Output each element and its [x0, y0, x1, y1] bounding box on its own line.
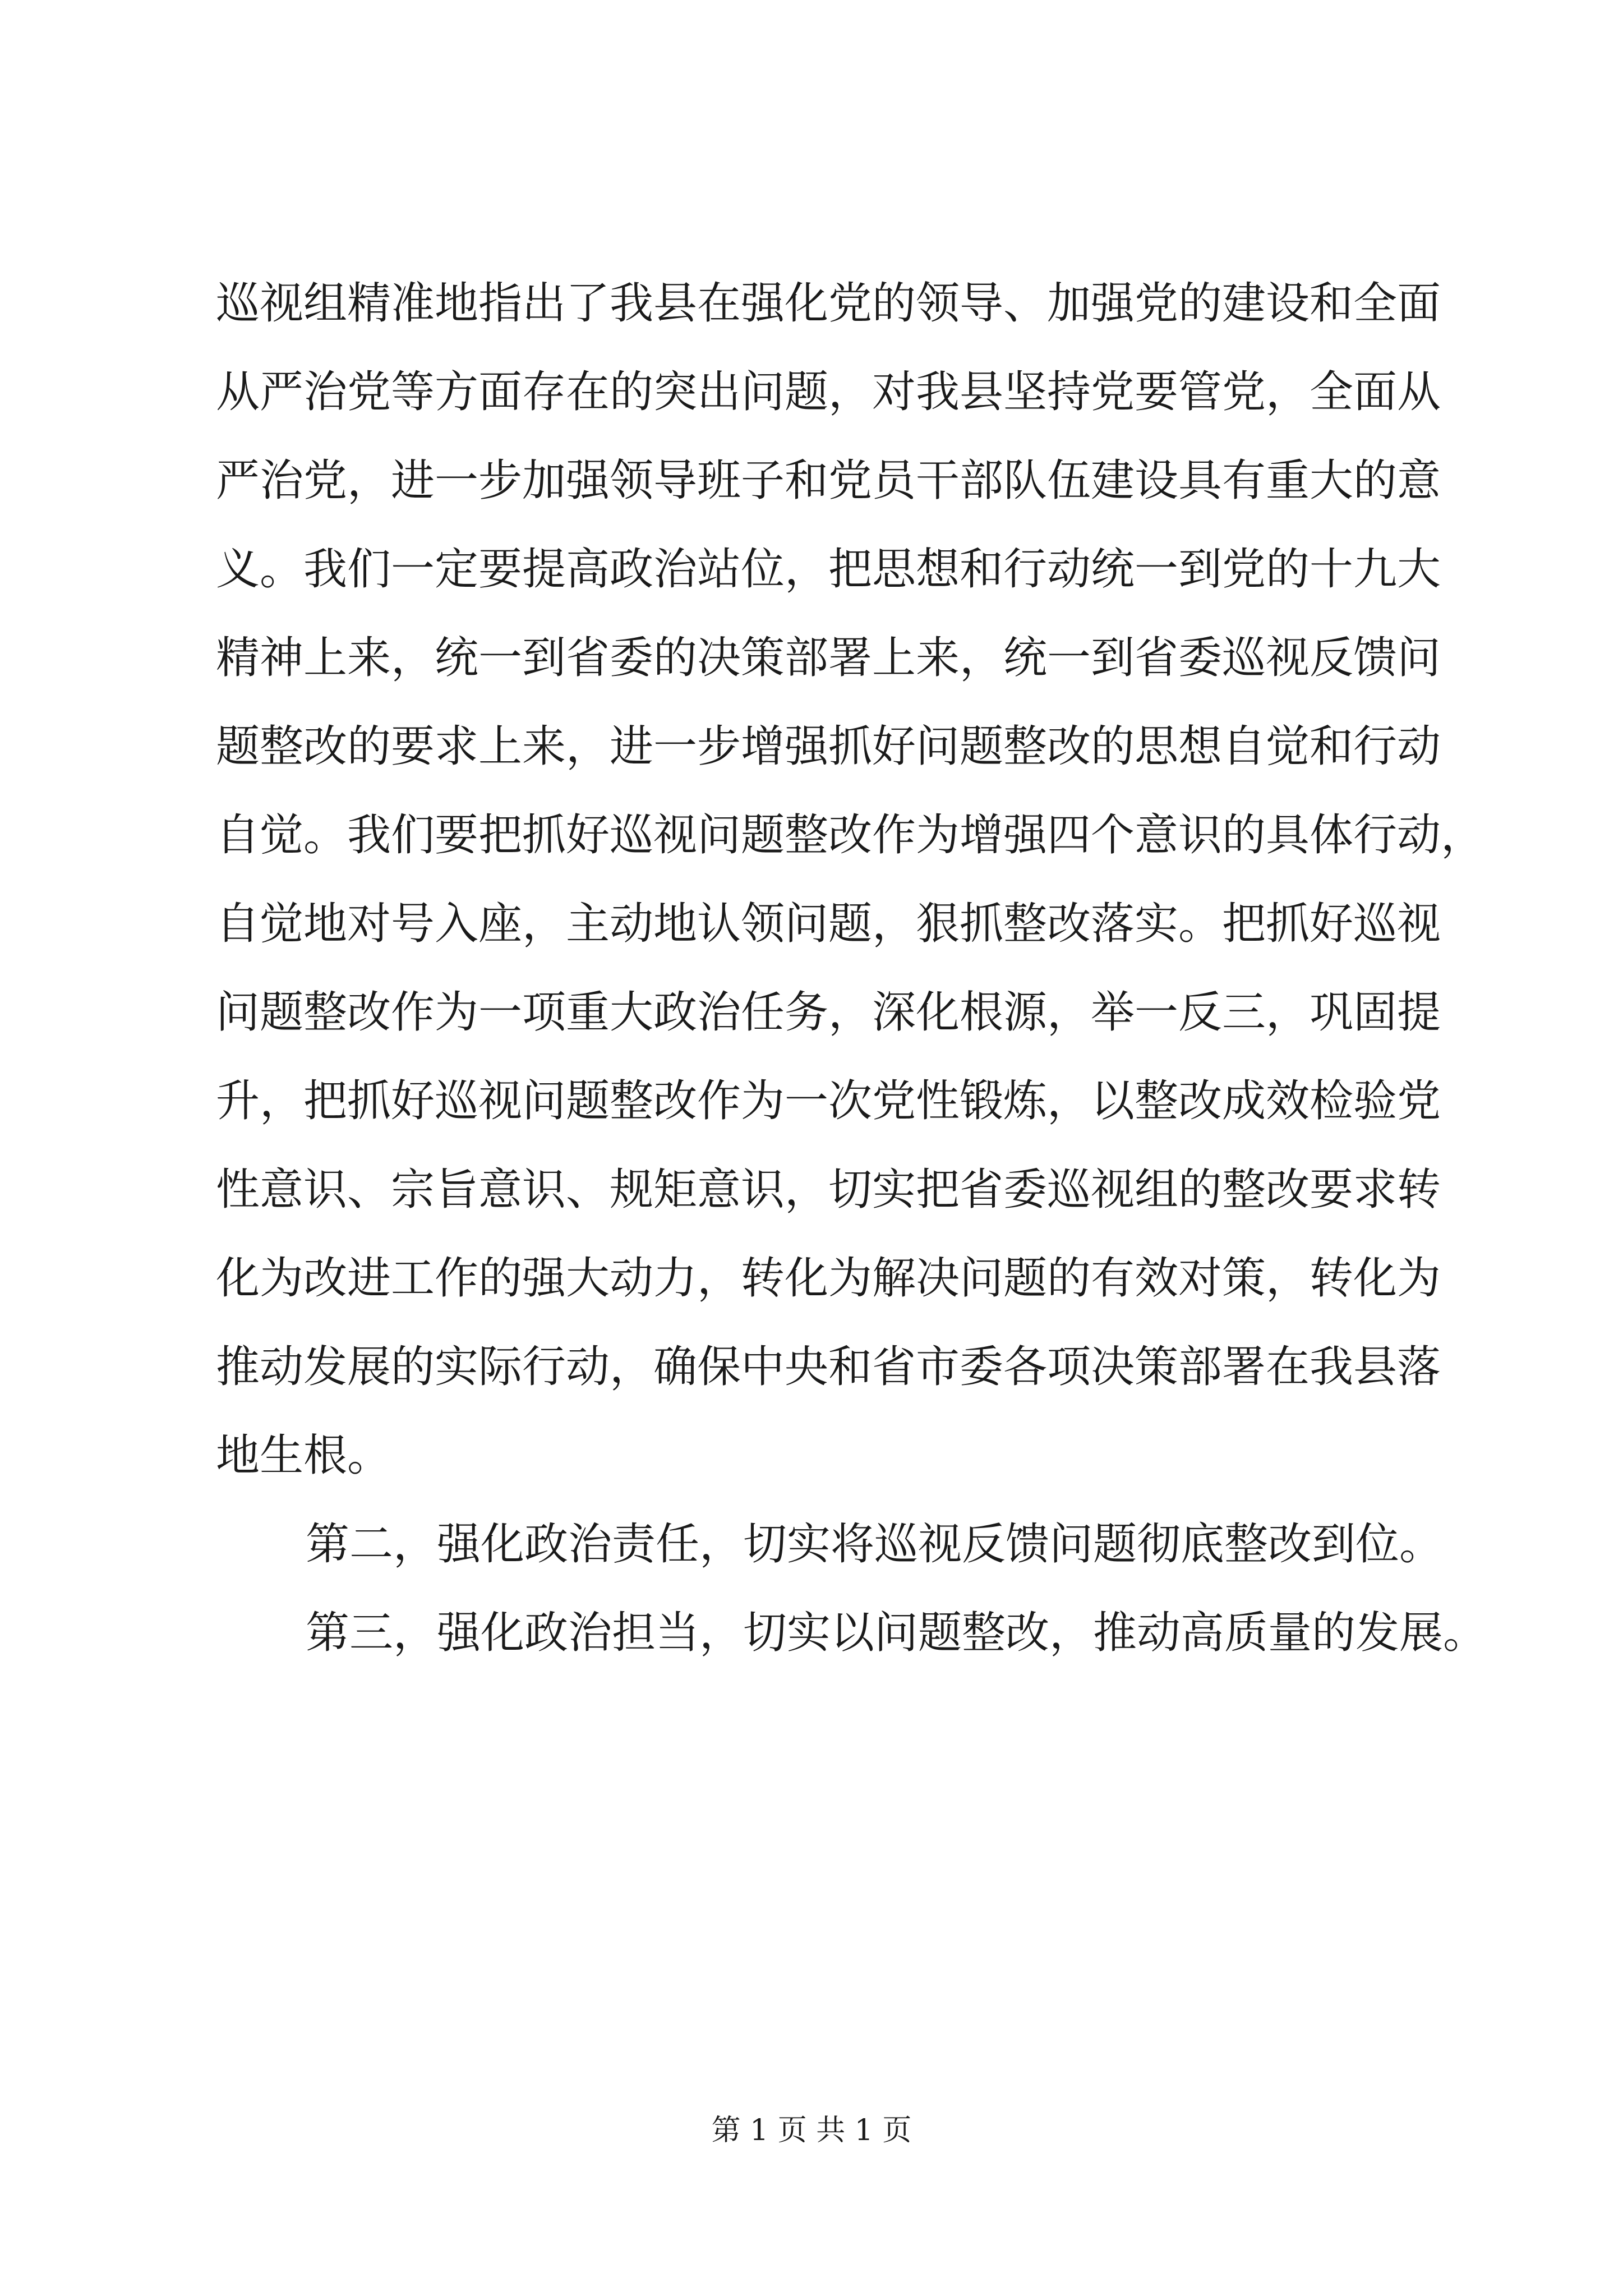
paragraph1-line-12: 化为改进工作的强大动力，转化为解决问题的有效对策，转化为 — [216, 1253, 1441, 1304]
page-number: 第 1 页 共 1 页 — [711, 2114, 912, 2147]
paragraph1-line-1: 巡视组精准地指出了我县在强化党的领导、加强党的建设和全面 — [216, 278, 1441, 329]
paragraph1-line-3: 严治党，进一步加强领导班子和党员干部队伍建设具有重大的意 — [216, 455, 1441, 506]
paragraph1-line-14: 地生根。 — [216, 1430, 391, 1481]
paragraph1-line-9: 问题整改作为一项重大政治任务，深化根源，举一反三，巩固提 — [216, 987, 1441, 1038]
page-footer — [0, 2106, 1623, 2148]
paragraph1-line-7: 自觉。我们要把抓好巡视问题整改作为增强四个意识的具体行动， — [216, 810, 1485, 861]
paragraph1-line-5: 精神上来，统一到省委的决策部署上来，统一到省委巡视反馈问 — [216, 633, 1441, 683]
paragraph1-line-8: 自觉地对号入座，主动地认领问题，狠抓整改落实。把抓好巡视 — [216, 899, 1441, 949]
paragraph1-line-4: 义。我们一定要提高政治站位，把思想和行动统一到党的十九大 — [216, 544, 1441, 595]
document-body — [216, 259, 1487, 1677]
paragraph-2: 第二，强化政治责任，切实将巡视反馈问题彻底整改到位。 — [306, 1519, 1444, 1570]
paragraph1-line-11: 性意识、宗旨意识、规矩意识，切实把省委巡视组的整改要求转 — [216, 1165, 1441, 1215]
paragraph-3: 第三，强化政治担当，切实以问题整改，推动高质量的发展。 — [306, 1608, 1487, 1658]
paragraph1-line-13: 推动发展的实际行动，确保中央和省市委各项决策部署在我县落 — [216, 1342, 1441, 1392]
paragraph1-line-2: 从严治党等方面存在的突出问题，对我县坚持党要管党，全面从 — [216, 367, 1441, 417]
paragraph1-line-6: 题整改的要求上来，进一步增强抓好问题整改的思想自觉和行动 — [216, 721, 1441, 772]
paragraph1-line-10: 升，把抓好巡视问题整改作为一次党性锻炼，以整改成效检验党 — [216, 1076, 1441, 1126]
